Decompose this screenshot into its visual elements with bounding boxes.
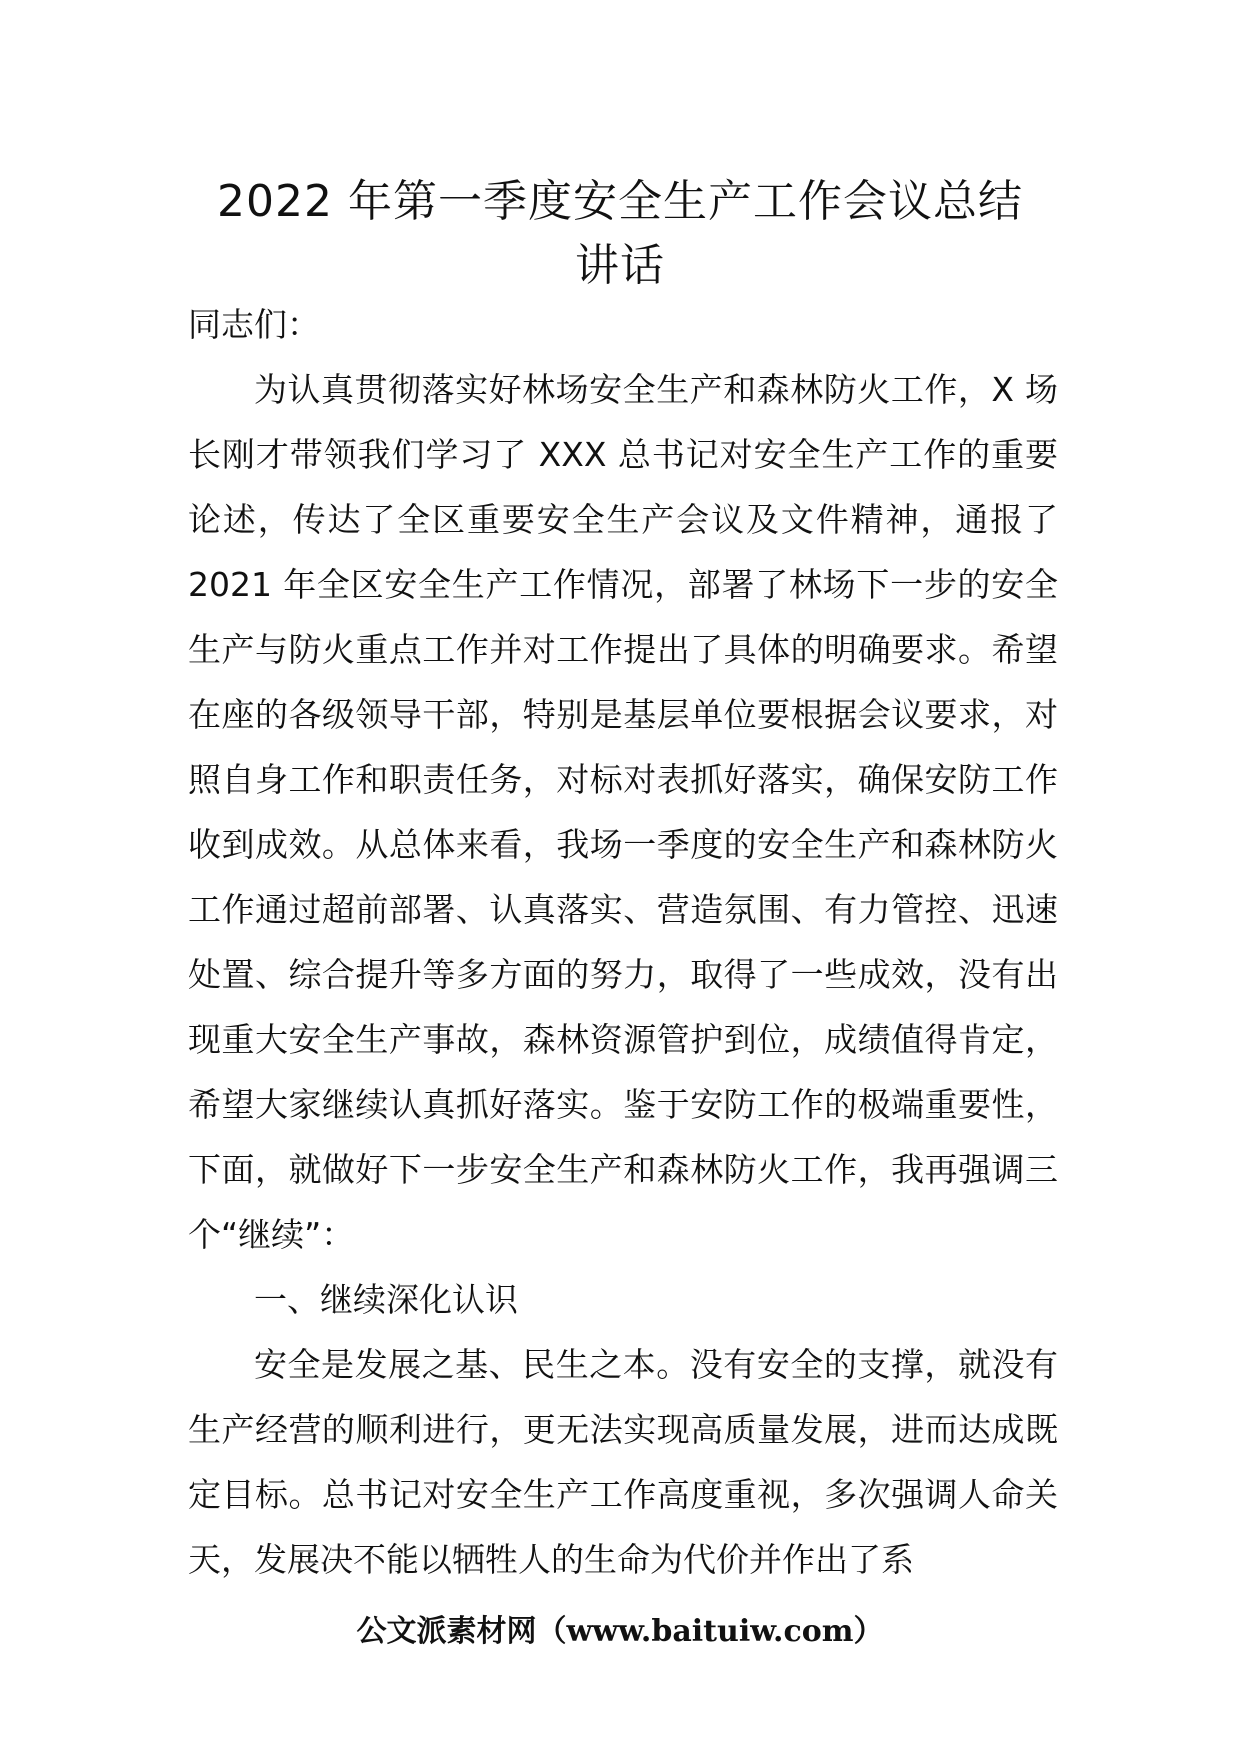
section-heading-1: 一、继续深化认识 xyxy=(254,1280,518,1319)
document-title-line-2: 讲话 xyxy=(575,240,665,291)
document-title-line-1: 2022 年第一季度安全生产工作会议总结 xyxy=(217,176,1023,227)
salutation: 同志们： xyxy=(188,305,320,344)
paragraph-1: 为认真贯彻落实好林场安全生产和森林防火工作，X 场长刚才带领我们学习了 XXX 总书记对安全生产工作的重要论述，传达了全区重要安全生产会议及文件精神，通报了 2021 年全区安全生产工作情况，部署了林场下一步的安全生产与防火重点工作并对工作提出了具体的明确要求。希望在座的各级领导干部，特别是基层单位要根据会议要求，对照自身工作和职责任务，对标对表抓好落实，确保安防工作收到成效。从总体来看，我场一季度的安全生产和森林防火工作通过超前部署、认真落实、营造氛围、有力管控、迅速处置、综合提升等多方面的努力，取得了一些成效，没有出现重大安全生产事故，森林资源管护到位，成绩值得肯定，希望大家继续认真抓好落实。鉴于安防工作的极端重要性，下面，就做好下一步安全生产和森林防火工作，我再强调三个“继续”： xyxy=(188,370,1058,1254)
footer-watermark: 公文派素材网（www.baituiw.com） xyxy=(356,1614,884,1649)
paragraph-2: 安全是发展之基、民生之本。没有安全的支撑，就没有生产经营的顺利进行，更无法实现高质量发展，进而达成既定目标。总书记对安全生产工作高度重视，多次强调人命关天，发展决不能以牺牲人的生命为代价并作出了系 xyxy=(188,1345,1058,1579)
document-body xyxy=(188,292,1058,1592)
